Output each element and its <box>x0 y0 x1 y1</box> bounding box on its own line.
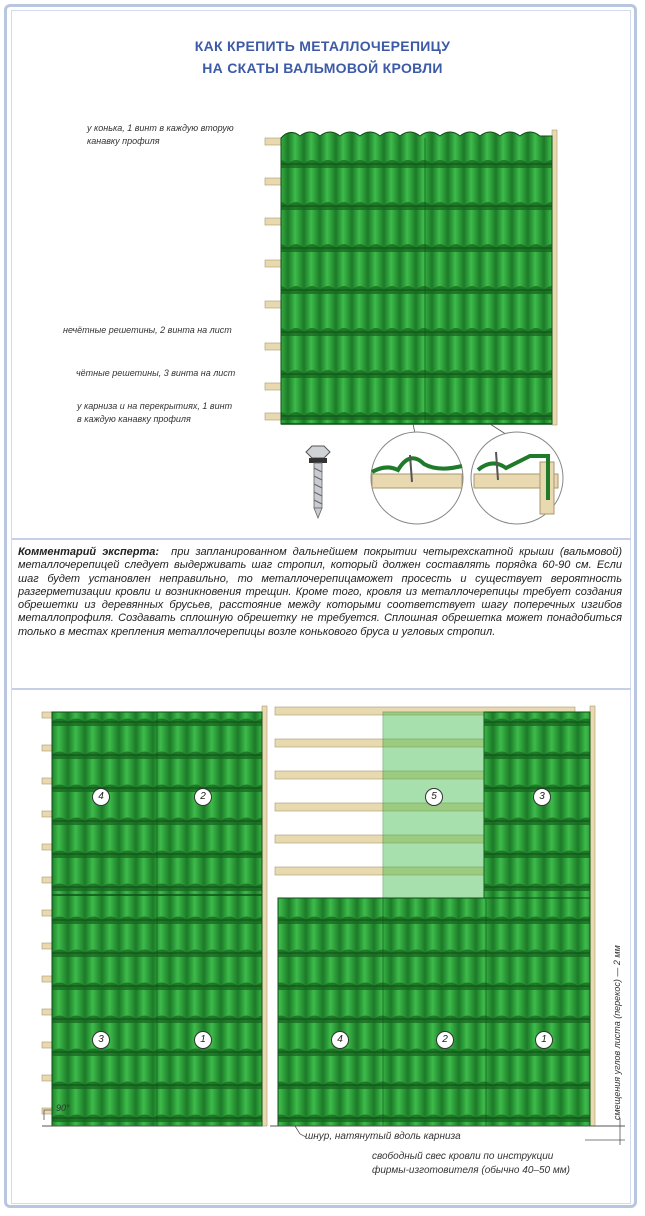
label-eave-line1: у карниза и на перекрытиях, 1 винт <box>77 401 233 411</box>
comment-line: понадобиться только в местах крепления металлочерепицы возле конькового бруса и угловых <box>18 612 622 638</box>
label-offset-vertical: смещения углов листа (перекос) — 2 мм <box>612 945 622 1120</box>
screw-illustration <box>306 446 330 518</box>
detail-circle-ridge <box>371 424 463 524</box>
sheet-number: 1 <box>194 1031 212 1049</box>
expert-comment <box>18 546 622 680</box>
top-roof-sheet <box>281 132 552 424</box>
label-even-battens: чётные решетины, 3 винта на лист <box>76 368 236 378</box>
sheet-number: 4 <box>92 788 110 806</box>
comment-line: (вальмовой) металлочерепицей следует выдерживать шаг стропил, который должен <box>18 546 623 572</box>
label-angle: 90° <box>56 1103 70 1113</box>
sheet-number: 3 <box>92 1031 110 1049</box>
label-odd-battens: нечётные решетины, 2 винта на лист <box>63 325 232 335</box>
label-ridge-line2: канавку профиля <box>87 136 160 146</box>
sheet-number: 5 <box>425 788 443 806</box>
title-line-1: КАК КРЕПИТЬ МЕТАЛЛОЧЕРЕПИЦУ <box>194 38 451 54</box>
comment-line: металлопрофиля. Создавать сплошную обрешетку не требуется. Сплошная обрешетка может <box>18 612 543 625</box>
title-line-2: НА СКАТЫ ВАЛЬМОВОЙ КРОВЛИ <box>202 60 443 76</box>
divider-top <box>12 538 631 540</box>
comment-line: стропил. <box>447 625 496 638</box>
comment-line: возникновения трещин. Кроме того, кровля из металлочерепицы требует создания обрешетки <box>18 585 623 612</box>
comment-line: то металлочерепицаможет просесть и существует вероятность разгерметизации кровли и <box>18 572 623 598</box>
sheet-number: 3 <box>533 788 551 806</box>
detail-circle-eave <box>471 424 563 524</box>
label-ridge-line1: у конька, 1 винт в каждую вторую <box>87 123 234 133</box>
sheet-number: 2 <box>194 788 212 806</box>
label-overhang-line2: фирмы-изготовителя (обычно 40–50 мм) <box>372 1165 570 1176</box>
comment-line: из деревянных брусьев, расстояние между которыми соответствует шагу поперечных изгибов <box>84 599 622 612</box>
comment-line: при запланированном дальнейшем покрытии четырехскатной крыши <box>171 546 554 558</box>
sheet-number: 2 <box>436 1031 454 1049</box>
comment-line: составлять порядка 60-90 см. Если шаг будет установлен неправильно, <box>18 559 622 585</box>
label-eave-line2: в каждую канавку профиля <box>77 414 191 424</box>
bottom-right-roof-lower <box>278 898 590 1126</box>
label-cord: шнур, натянутый вдоль карниза <box>305 1131 461 1142</box>
label-overhang-line1: свободный свес кровли по инструкции <box>372 1151 554 1162</box>
sheet-number: 1 <box>535 1031 553 1049</box>
divider-bottom <box>12 688 631 690</box>
comment-lead: Комментарий эксперта: <box>18 546 160 558</box>
sheet-number: 4 <box>331 1031 349 1049</box>
